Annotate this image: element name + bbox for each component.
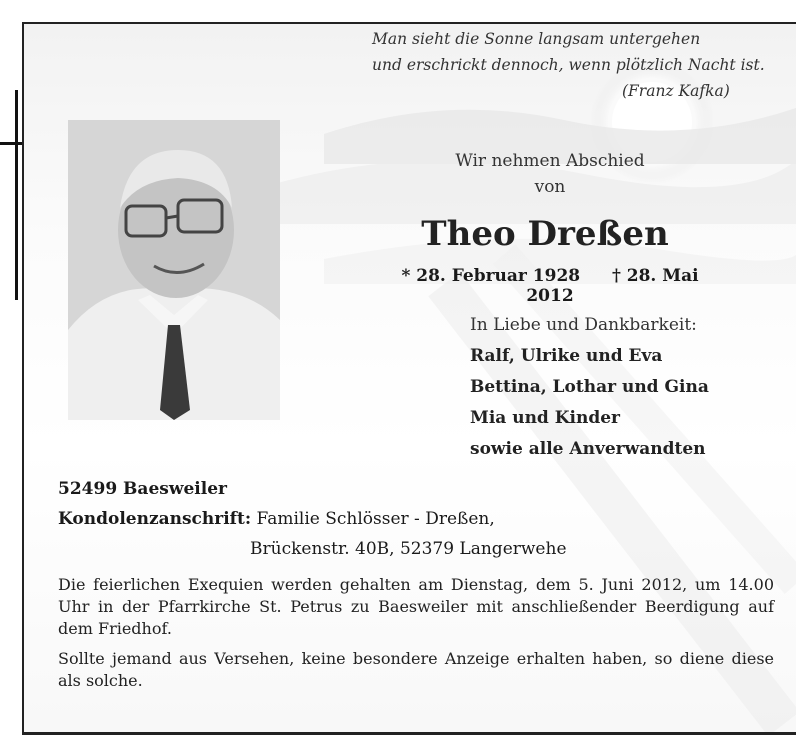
condolence-label: Kondolenzanschrift: bbox=[58, 509, 252, 529]
mourner-line: Mia und Kinder bbox=[470, 408, 620, 428]
condolence-name: Familie Schlösser - Dreßen, bbox=[256, 509, 495, 529]
portrait-photo bbox=[68, 120, 280, 420]
quote-line-1: Man sieht die Sonne langsam untergehen bbox=[372, 30, 701, 48]
mourner-line: Bettina, Lothar und Gina bbox=[470, 377, 709, 397]
farewell-line-1: Wir nehmen Abschied bbox=[455, 151, 645, 171]
notice-paragraph: Sollte jemand aus Versehen, keine besondere Anzeige erhalten haben, so diene diese als solche. bbox=[58, 649, 774, 690]
mourners-intro: In Liebe und Dankbarkeit: bbox=[470, 315, 697, 335]
farewell-heading bbox=[430, 148, 670, 200]
service-paragraph: Die feierlichen Exequien werden gehalten am Dienstag, dem 5. Juni 2012, um 14.00 Uhr in der Pfarrkirche St. Petrus zu Baesweiler mit anschließender Beerdigung auf dem Friedhof. bbox=[58, 575, 774, 638]
life-dates bbox=[380, 266, 720, 306]
mourner-line: sowie alle Anverwandten bbox=[470, 439, 706, 459]
mourners-list bbox=[470, 310, 709, 465]
condolence-street: Brückenstr. 40B, 52379 Langerwehe bbox=[250, 539, 567, 559]
quote-author: (Franz Kafka) bbox=[622, 82, 730, 100]
farewell-line-2: von bbox=[534, 177, 566, 197]
birth-date: * 28. Februar 1928 bbox=[401, 266, 581, 286]
kafka-quote bbox=[372, 26, 765, 104]
residence-city: 52499 Baesweiler bbox=[58, 479, 227, 499]
deceased-name: Theo Dreßen bbox=[421, 214, 669, 254]
address-block bbox=[58, 474, 567, 564]
death-date: † 28. Mai 2012 bbox=[526, 266, 699, 306]
funeral-details bbox=[58, 574, 774, 700]
cross-vertical-mark bbox=[15, 90, 18, 300]
mourner-line: Ralf, Ulrike und Eva bbox=[470, 346, 663, 366]
quote-line-2: und erschrickt dennoch, wenn plötzlich Nacht ist. bbox=[372, 56, 765, 74]
